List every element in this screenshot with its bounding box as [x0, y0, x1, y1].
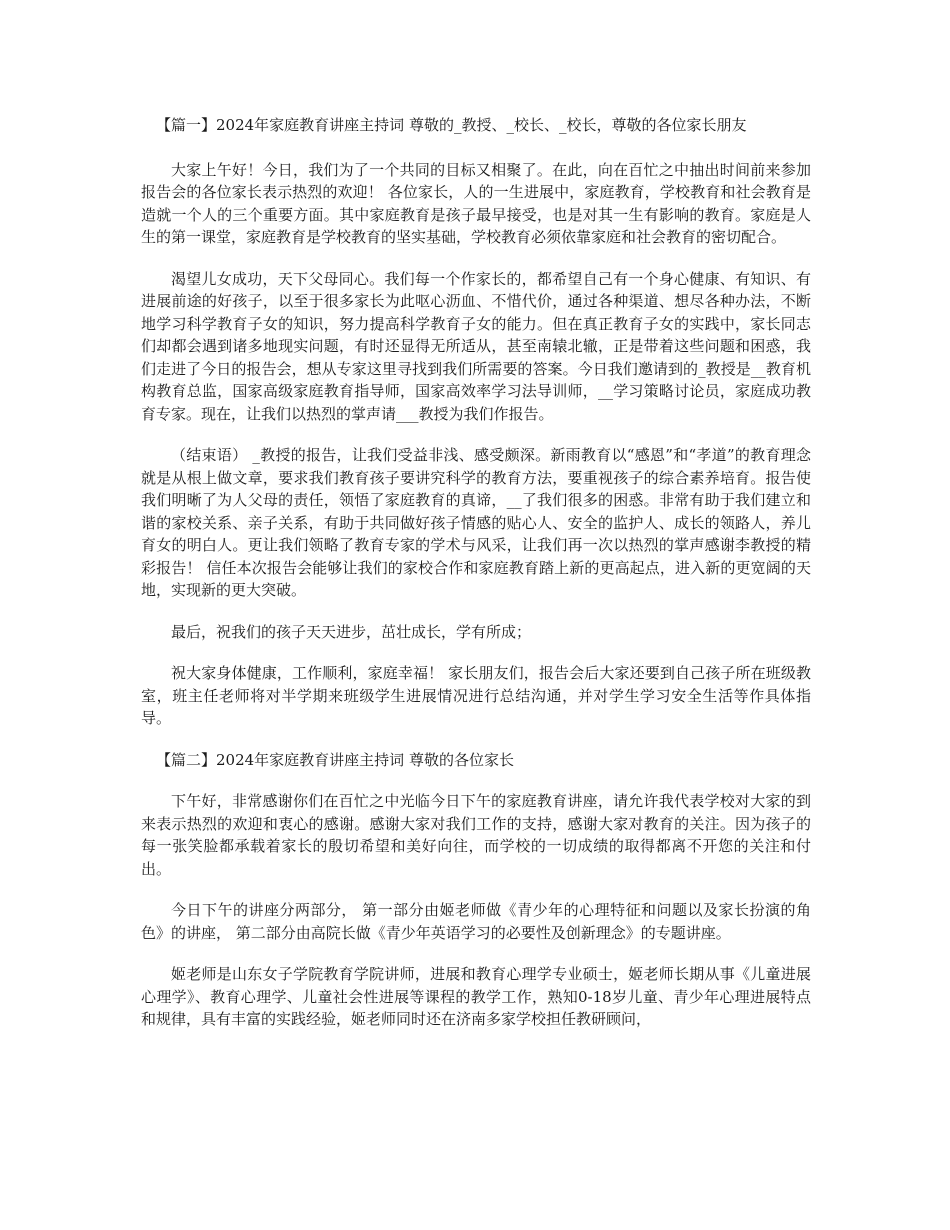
- paragraph-teacher-intro: 姬老师是山东女子学院教育学院讲师，进展和教育心理学专业硕士，姬老师长期从事《儿童进展心理学》、教育心理学、儿童社会性进展等课程的教学工作，熟知0-18岁儿童、青少年心理进展特点和规律，具有丰富的实践经验，姬老师同时还在济南多家学校担任教研顾问，: [141, 965, 811, 1028]
- document-page: [141, 114, 811, 1050]
- paragraph-greeting: 大家上午好！今日，我们为了一个共同的目标又相聚了。在此，向在百忙之中抽出时间前来参加报告会的各位家长表示热烈的欢迎！ 各位家长，人的一生进展中，家庭教育，学校教育和社会教育是造就一个人的三个重要方面。其中家庭教育是孩子最早接受，也是对其一生有影响的教育。家庭是人生的第一课堂，家庭教育是学校教育的坚实基础，学校教育必须依靠家庭和社会教育的密切配合。: [141, 160, 811, 246]
- section-one-heading: 【篇一】2024年家庭教育讲座主持词 尊敬的_教授、_校长、_校长，尊敬的各位家长朋友: [156, 116, 747, 134]
- paragraph-parents-hope: 渴望儿女成功，天下父母同心。我们每一个作家长的，都希望自己有一个身心健康、有知识、有进展前途的好孩子，以至于很多家长为此呕心沥血、不惜代价，通过各种渠道、想尽各种办法，不断地学习科学教育子女的知识，努力提高科学教育子女的能力。但在真正教育子女的实践中，家长同志们却都会遇到诸多地现实问题，有时还显得无所适从，甚至南辕北辙，正是带着这些问题和困惑，我们走进了今日的报告会，想从专家这里寻找到我们所需要的答案。今日我们邀请到的_教授是__教育机构教育总监，国家高级家庭教育指导师，国家高效率学习法导训师，__学习策略讨论员，家庭成功教育专家。现在，让我们以热烈的掌声请___教授为我们作报告。: [141, 269, 811, 423]
- paragraph-wish-parents: 祝大家身体健康，工作顺利，家庭幸福！ 家长朋友们，报告会后大家还要到自己孩子所在班级教室，班主任老师将对半学期来班级学生进展情况进行总结沟通，并对学生学习安全生活等作具体指导。: [141, 664, 811, 727]
- paragraph-wish-children: 最后，祝我们的孩子天天进步，茁壮成长，学有所成；: [171, 622, 532, 641]
- section-two-heading: 【篇二】2024年家庭教育讲座主持词 尊敬的各位家长: [156, 750, 514, 769]
- paragraph-lecture-parts: 今日下午的讲座分两部分， 第一部分由姬老师做《青少年的心理特征和问题以及家长扮演的角色》的讲座， 第二部分由高院长做《青少年英语学习的必要性及创新理念》的专题讲座。: [141, 901, 811, 942]
- paragraph-afternoon-greeting: 下午好，非常感谢你们在百忙之中光临今日下午的家庭教育讲座，请允许我代表学校对大家的到来表示热烈的欢迎和衷心的感谢。感谢大家对我们工作的支持，感谢大家对教育的关注。因为孩子的每一张笑脸都承载着家长的殷切希望和美好向往，而学校的一切成绩的取得都离不开您的关注和付出。: [141, 792, 811, 878]
- paragraph-closing-remarks: （结束语） _教授的报告，让我们受益非浅、感受颇深。新雨教育以“感恩”和“孝道”的教育理念就是从根上做文章，要求我们教育孩子要讲究科学的教育方法，要重视孩子的综合素养培育。报告使我们明晰了为人父母的责任，领悟了家庭教育的真谛，__了我们很多的困惑。非常有助于我们建立和谐的家校关系、亲子关系，有助于共同做好孩子情感的贴心人、安全的监护人、成长的领路人，养儿育女的明白人。更让我们领略了教育专家的学术与风采，让我们再一次以热烈的掌声感谢李教授的精彩报告！ 信任本次报告会能够让我们的家校合作和家庭教育踏上新的更高起点，进入新的更宽阔的天地，实现新的更大突破。: [141, 446, 811, 599]
